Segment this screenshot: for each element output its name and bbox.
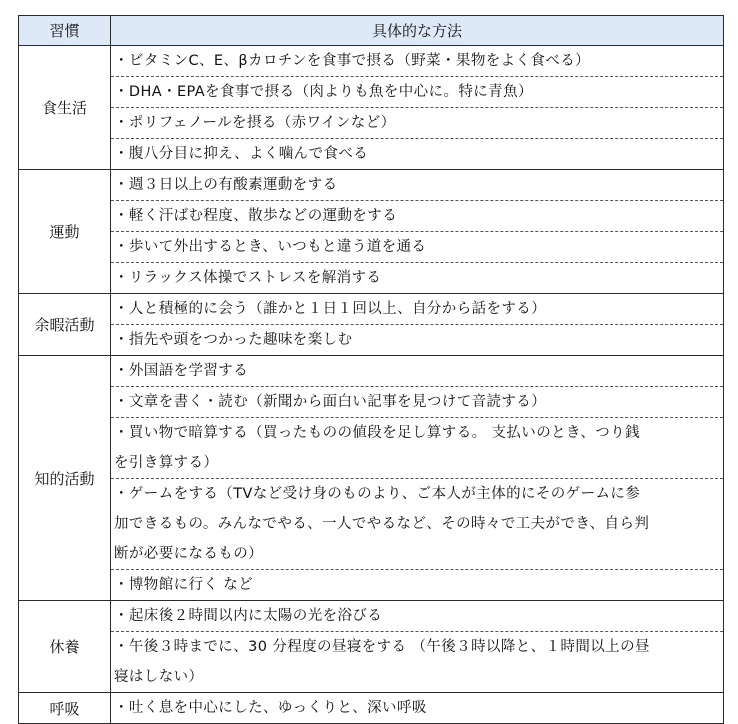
method-text: ・ゲームをする（TVなど受け身のものより、ご本人が主体的にそのゲームに参 [114, 486, 641, 502]
method-text: ・文章を書く・読む（新聞から面白い記事を見つけて音読する） [114, 394, 547, 410]
method-text: ・吐く息を中心にした、ゆっくりと、深い呼吸 [114, 700, 427, 716]
habit-label: 運動 [19, 170, 111, 293]
method-list [111, 356, 723, 600]
habit-label: 休養 [19, 601, 111, 692]
habit-label: 知的活動 [19, 356, 111, 600]
method-item [111, 632, 723, 692]
habit-group [19, 356, 723, 601]
method-text: ・ビタミンC、E、βカロチンを食事で摂る（野菜・果物をよく食べる） [114, 53, 591, 69]
method-text: 加できるもの。みんなでやる、一人でやるなど、その時々で工夫ができ、自ら判 [114, 516, 650, 532]
method-text: を引き算する） [114, 455, 219, 471]
habit-group [19, 46, 723, 170]
method-item [111, 108, 723, 139]
method-item [111, 263, 723, 293]
method-text: ・DHA・EPAを食事で摂る（肉よりも魚を中心に。特に青魚） [114, 84, 533, 100]
method-item [111, 170, 723, 201]
method-list [111, 46, 723, 169]
habit-group [19, 601, 723, 693]
header-method: 具体的な方法 [371, 22, 462, 40]
habit-label: 食生活 [19, 46, 111, 169]
method-item [111, 387, 723, 418]
habit-label: 呼吸 [19, 693, 111, 723]
method-text: ・起床後２時間以内に太陽の光を浴びる [114, 608, 383, 624]
method-text: ・リラックス体操でストレスを解消する [114, 270, 382, 286]
header-habit: 習慣 [19, 16, 111, 45]
method-list [111, 294, 723, 355]
method-text: 断が必要になるもの） [114, 546, 263, 562]
method-text: ・午後３時までに、30 分程度の昼寝をする （午後３時以降と、１時間以上の昼 [114, 639, 650, 655]
method-item [111, 77, 723, 108]
habit-group [19, 170, 723, 294]
method-item [111, 479, 723, 570]
method-item [111, 325, 723, 355]
habit-label: 余暇活動 [19, 294, 111, 355]
method-text: ・腹八分目に抑え、よく噛んで食べる [114, 146, 369, 162]
method-item [111, 570, 723, 600]
method-item [111, 232, 723, 263]
method-item [111, 46, 723, 77]
method-text: ・歩いて外出するとき、いつもと違う道を通る [114, 239, 427, 255]
method-item [111, 356, 723, 387]
method-item [111, 201, 723, 232]
method-text: ・軽く汗ばむ程度、散歩などの運動をする [114, 208, 398, 224]
method-text: ・週３日以上の有酸素運動をする [114, 177, 338, 193]
method-item [111, 139, 723, 169]
table-header [19, 16, 723, 46]
method-text: ・人と積極的に会う（誰かと１日１回以上、自分から話をする） [114, 301, 547, 317]
method-text: ・外国語を学習する [114, 363, 249, 379]
table-body [19, 46, 723, 723]
method-item [111, 294, 723, 325]
method-text: ・博物館に行く など [114, 577, 254, 593]
method-item [111, 693, 723, 723]
method-text: 寝はしない） [114, 669, 204, 685]
method-text: ・ポリフェノールを摂る（赤ワインなど） [114, 115, 396, 131]
method-item [111, 418, 723, 479]
habits-table [18, 15, 724, 724]
method-text: ・指先や頭をつかった趣味を楽しむ [114, 332, 353, 348]
method-text: ・買い物で暗算する（買ったものの値段を足し算する。 支払いのとき、つり銭 [114, 425, 640, 441]
method-list [111, 601, 723, 692]
habit-group [19, 693, 723, 723]
habit-group [19, 294, 723, 356]
method-list [111, 170, 723, 293]
method-list [111, 693, 723, 723]
method-item [111, 601, 723, 632]
